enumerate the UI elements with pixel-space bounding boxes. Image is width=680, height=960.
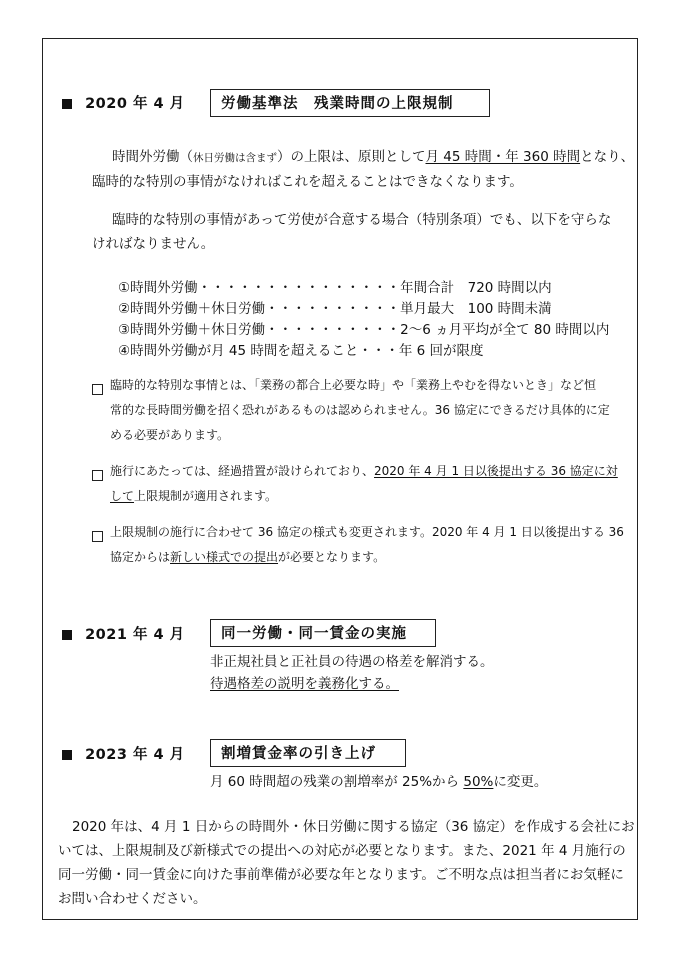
section-title-box: 同一労働・同一賃金の実施 bbox=[210, 619, 436, 647]
section-date: 2020 年 4 月 bbox=[85, 96, 185, 112]
limit-item: ③時間外労働＋休日労働・・・・・・・・・・2〜6 ヵ月平均が全て 80 時間以内 bbox=[118, 322, 610, 338]
note-new-format: 上限規制の施行に合わせて 36 協定の様式も変更されます。2020 年 4 月 1 日以後提出する 36 bbox=[110, 525, 624, 539]
checkbox-icon bbox=[92, 527, 103, 546]
closing-line1: 2020 年は、4 月 1 日からの時間外・休日労働に関する協定（36 協定）を作成する会社にお bbox=[72, 819, 635, 835]
equal-pay-line1: 非正規社員と正社員の待遇の格差を解消する。 bbox=[210, 654, 494, 670]
bullet-square-icon bbox=[62, 750, 72, 760]
paragraph-special-clause-line2: ければなりません。 bbox=[92, 236, 215, 252]
section-title-box: 労働基準法 残業時間の上限規制 bbox=[210, 89, 490, 117]
paragraph-overtime-limit-line2: 臨時的な特別の事情がなければこれを超えることはできなくなります。 bbox=[92, 174, 523, 190]
section-date: 2021 年 4 月 bbox=[85, 627, 185, 643]
closing-line3: 同一労働・同一賃金に向けた事前準備が必要な年となります。ご不明な点は担当者にお気軽に bbox=[58, 867, 624, 883]
checkbox-icon bbox=[92, 466, 103, 485]
note-special-circumstances-line2: 常的な長時間労働を招く恐れがあるものは認められません。36 協定にできるだけ具体的に定 bbox=[110, 403, 610, 417]
note-special-circumstances-line3: める必要があります。 bbox=[110, 428, 230, 442]
checkbox-icon bbox=[92, 380, 103, 399]
note-special-circumstances: 臨時的な特別な事情とは、「業務の都合上必要な時」や「業務上やむを得ないとき」など恒 bbox=[110, 378, 597, 392]
paragraph-overtime-limit: 時間外労働（休日労働は含まず）の上限は、原則として月 45 時間・年 360 時間となり、 bbox=[112, 149, 635, 165]
note-new-format-line2: 協定からは新しい様式での提出が必要となります。 bbox=[110, 550, 386, 564]
section-2021-heading bbox=[62, 623, 185, 644]
section-title-box: 割増賃金率の引き上げ bbox=[210, 739, 406, 767]
note-transition: 施行にあたっては、経過措置が設けられており、2020 年 4 月 1 日以後提出する 36 協定に対 bbox=[110, 464, 618, 478]
bullet-square-icon bbox=[62, 630, 72, 640]
bullet-square-icon bbox=[62, 99, 72, 109]
limit-item: ②時間外労働＋休日労働・・・・・・・・・・単月最大 100 時間未満 bbox=[118, 301, 552, 317]
section-2020-heading bbox=[62, 92, 185, 113]
limit-item: ④時間外労働が月 45 時間を超えること・・・年 6 回が限度 bbox=[118, 343, 484, 359]
section-2023-heading bbox=[62, 743, 185, 764]
equal-pay-line2: 待遇格差の説明を義務化する。 bbox=[210, 676, 399, 692]
closing-line2: いては、上限規制及び新様式での提出への対応が必要となります。また、2021 年 4 月施行の bbox=[58, 843, 626, 859]
limit-item: ①時間外労働・・・・・・・・・・・・・・・年間合計 720 時間以内 bbox=[118, 280, 552, 296]
note-transition-line2: して上限規制が適用されます。 bbox=[110, 489, 278, 503]
paragraph-special-clause: 臨時的な特別の事情があって労使が合意する場合（特別条項）でも、以下を守らな bbox=[112, 212, 612, 228]
section-date: 2023 年 4 月 bbox=[85, 747, 185, 763]
premium-rate-line: 月 60 時間超の残業の割増率が 25%から 50%に変更。 bbox=[210, 774, 548, 790]
closing-line4: お問い合わせください。 bbox=[58, 891, 207, 907]
